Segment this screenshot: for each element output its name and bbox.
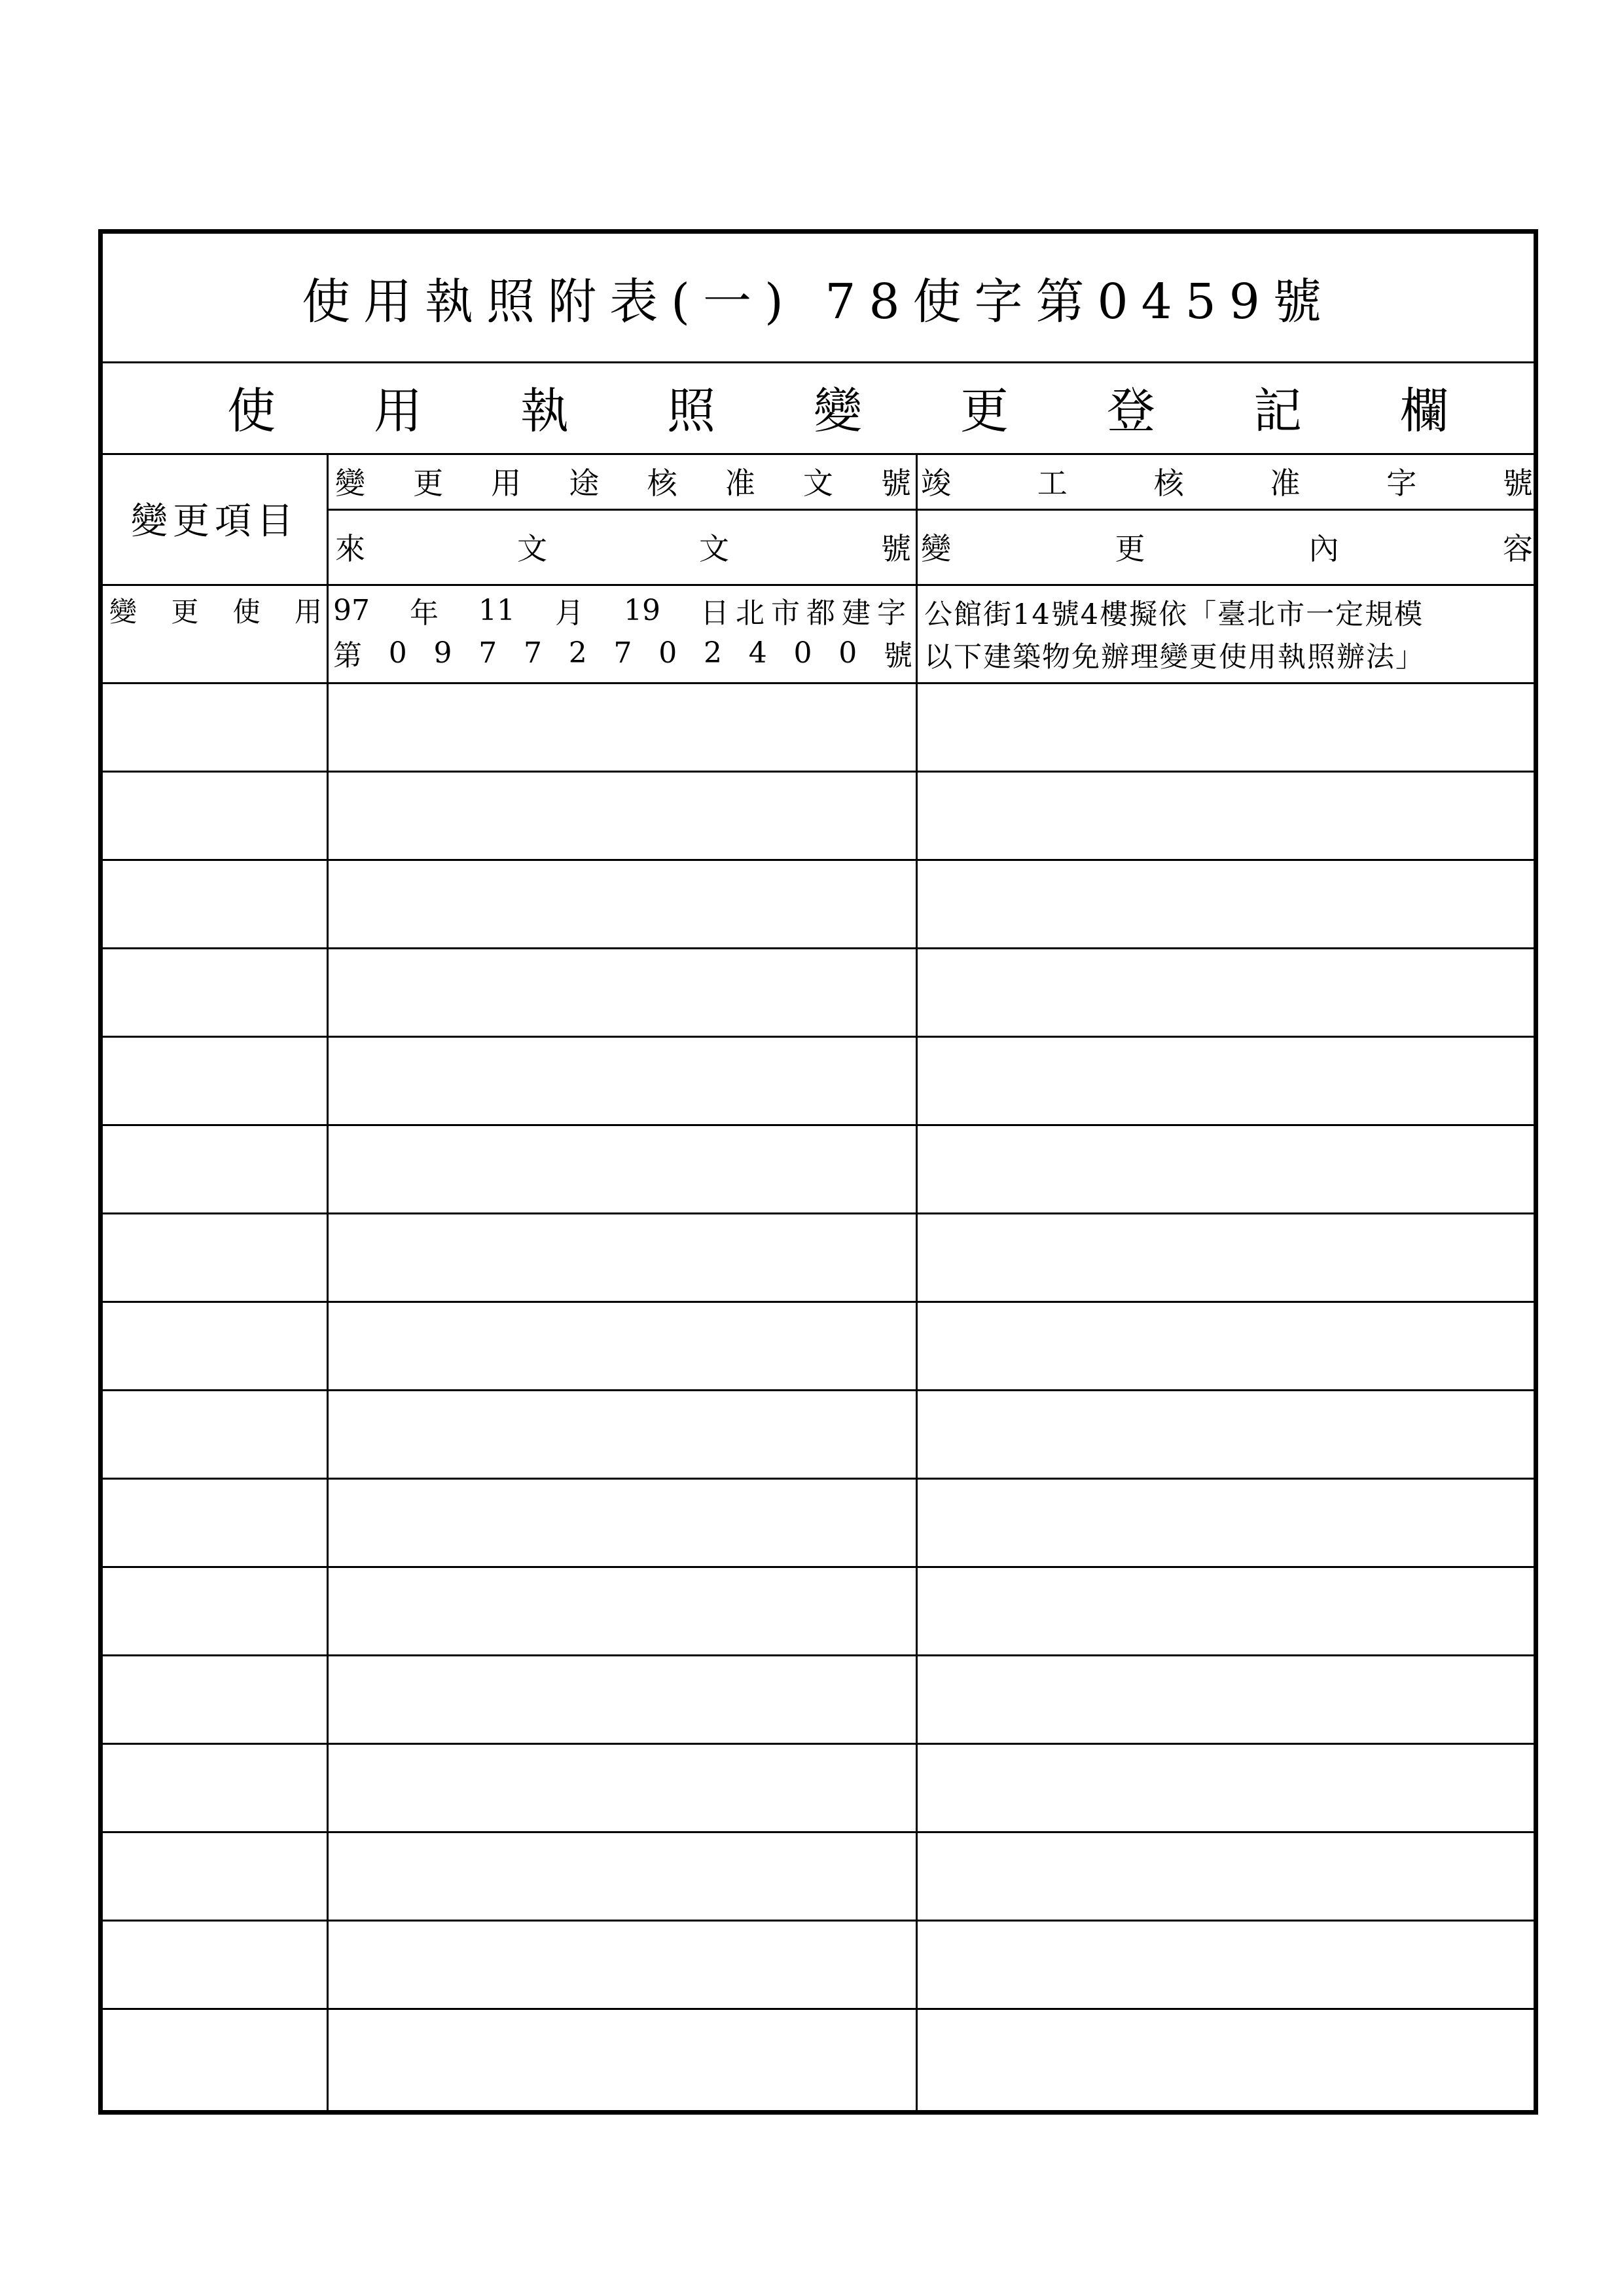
- row-divider: [103, 859, 1534, 861]
- column-divider: [916, 453, 918, 2110]
- header-incoming-doc-no: 來 文 文 號: [335, 530, 911, 566]
- entry-content-line2: 以下建築物免辦理變更使用執照辦法」: [924, 641, 1425, 674]
- section-title-char: 用: [374, 383, 422, 439]
- row-divider: [103, 682, 1534, 684]
- form-title-row: [103, 234, 1534, 361]
- change-registration-form: [98, 229, 1538, 2115]
- row-divider: [103, 1389, 1534, 1391]
- entry-doc-line2: 第 0 9 7 7 2 7 0 2 4 0 0 號: [333, 636, 912, 672]
- header-completion-no: 竣 工 核 准 字 號: [921, 465, 1533, 501]
- row-divider: [103, 1478, 1534, 1480]
- section-title-char: 更: [960, 383, 1009, 439]
- header-change-content: 變 更 內 容: [921, 530, 1533, 566]
- section-title-char: 記: [1253, 383, 1302, 439]
- row-divider: [103, 1124, 1534, 1126]
- header-change-item: 變更項目: [131, 500, 298, 543]
- row-divider: [103, 1212, 1534, 1214]
- section-title-char: 變: [814, 383, 862, 439]
- row-divider: [103, 771, 1534, 773]
- row-divider: [103, 1036, 1534, 1038]
- divider: [103, 584, 1534, 586]
- row-divider: [103, 2008, 1534, 2010]
- section-title-char: 執: [520, 383, 569, 439]
- section-title-char: 欄: [1400, 383, 1448, 439]
- header-approval-doc-no: 變 更 用 途 核 准 文 號: [335, 465, 911, 501]
- section-title-char: 登: [1107, 383, 1155, 439]
- entry-doc-line1: 97 年 11 月 19 日北市都建字: [333, 593, 912, 630]
- row-divider: [103, 1654, 1534, 1656]
- row-divider: [103, 1831, 1534, 1833]
- row-divider: [103, 1566, 1534, 1568]
- entry-content-line1: 公館街14號4樓擬依「臺北市一定規模: [924, 598, 1424, 631]
- row-divider: [103, 1743, 1534, 1745]
- form-title: 使用執照附表(一) 78使字第0459號: [302, 273, 1335, 330]
- row-divider: [103, 1301, 1534, 1303]
- row-divider: [103, 947, 1534, 949]
- entry-item: 變 更 使 用: [109, 596, 322, 628]
- row-divider: [103, 1920, 1534, 1922]
- column-divider: [327, 453, 329, 2110]
- section-title: [227, 361, 1448, 453]
- section-title-char: 照: [667, 383, 715, 439]
- section-title-char: 使: [227, 383, 276, 439]
